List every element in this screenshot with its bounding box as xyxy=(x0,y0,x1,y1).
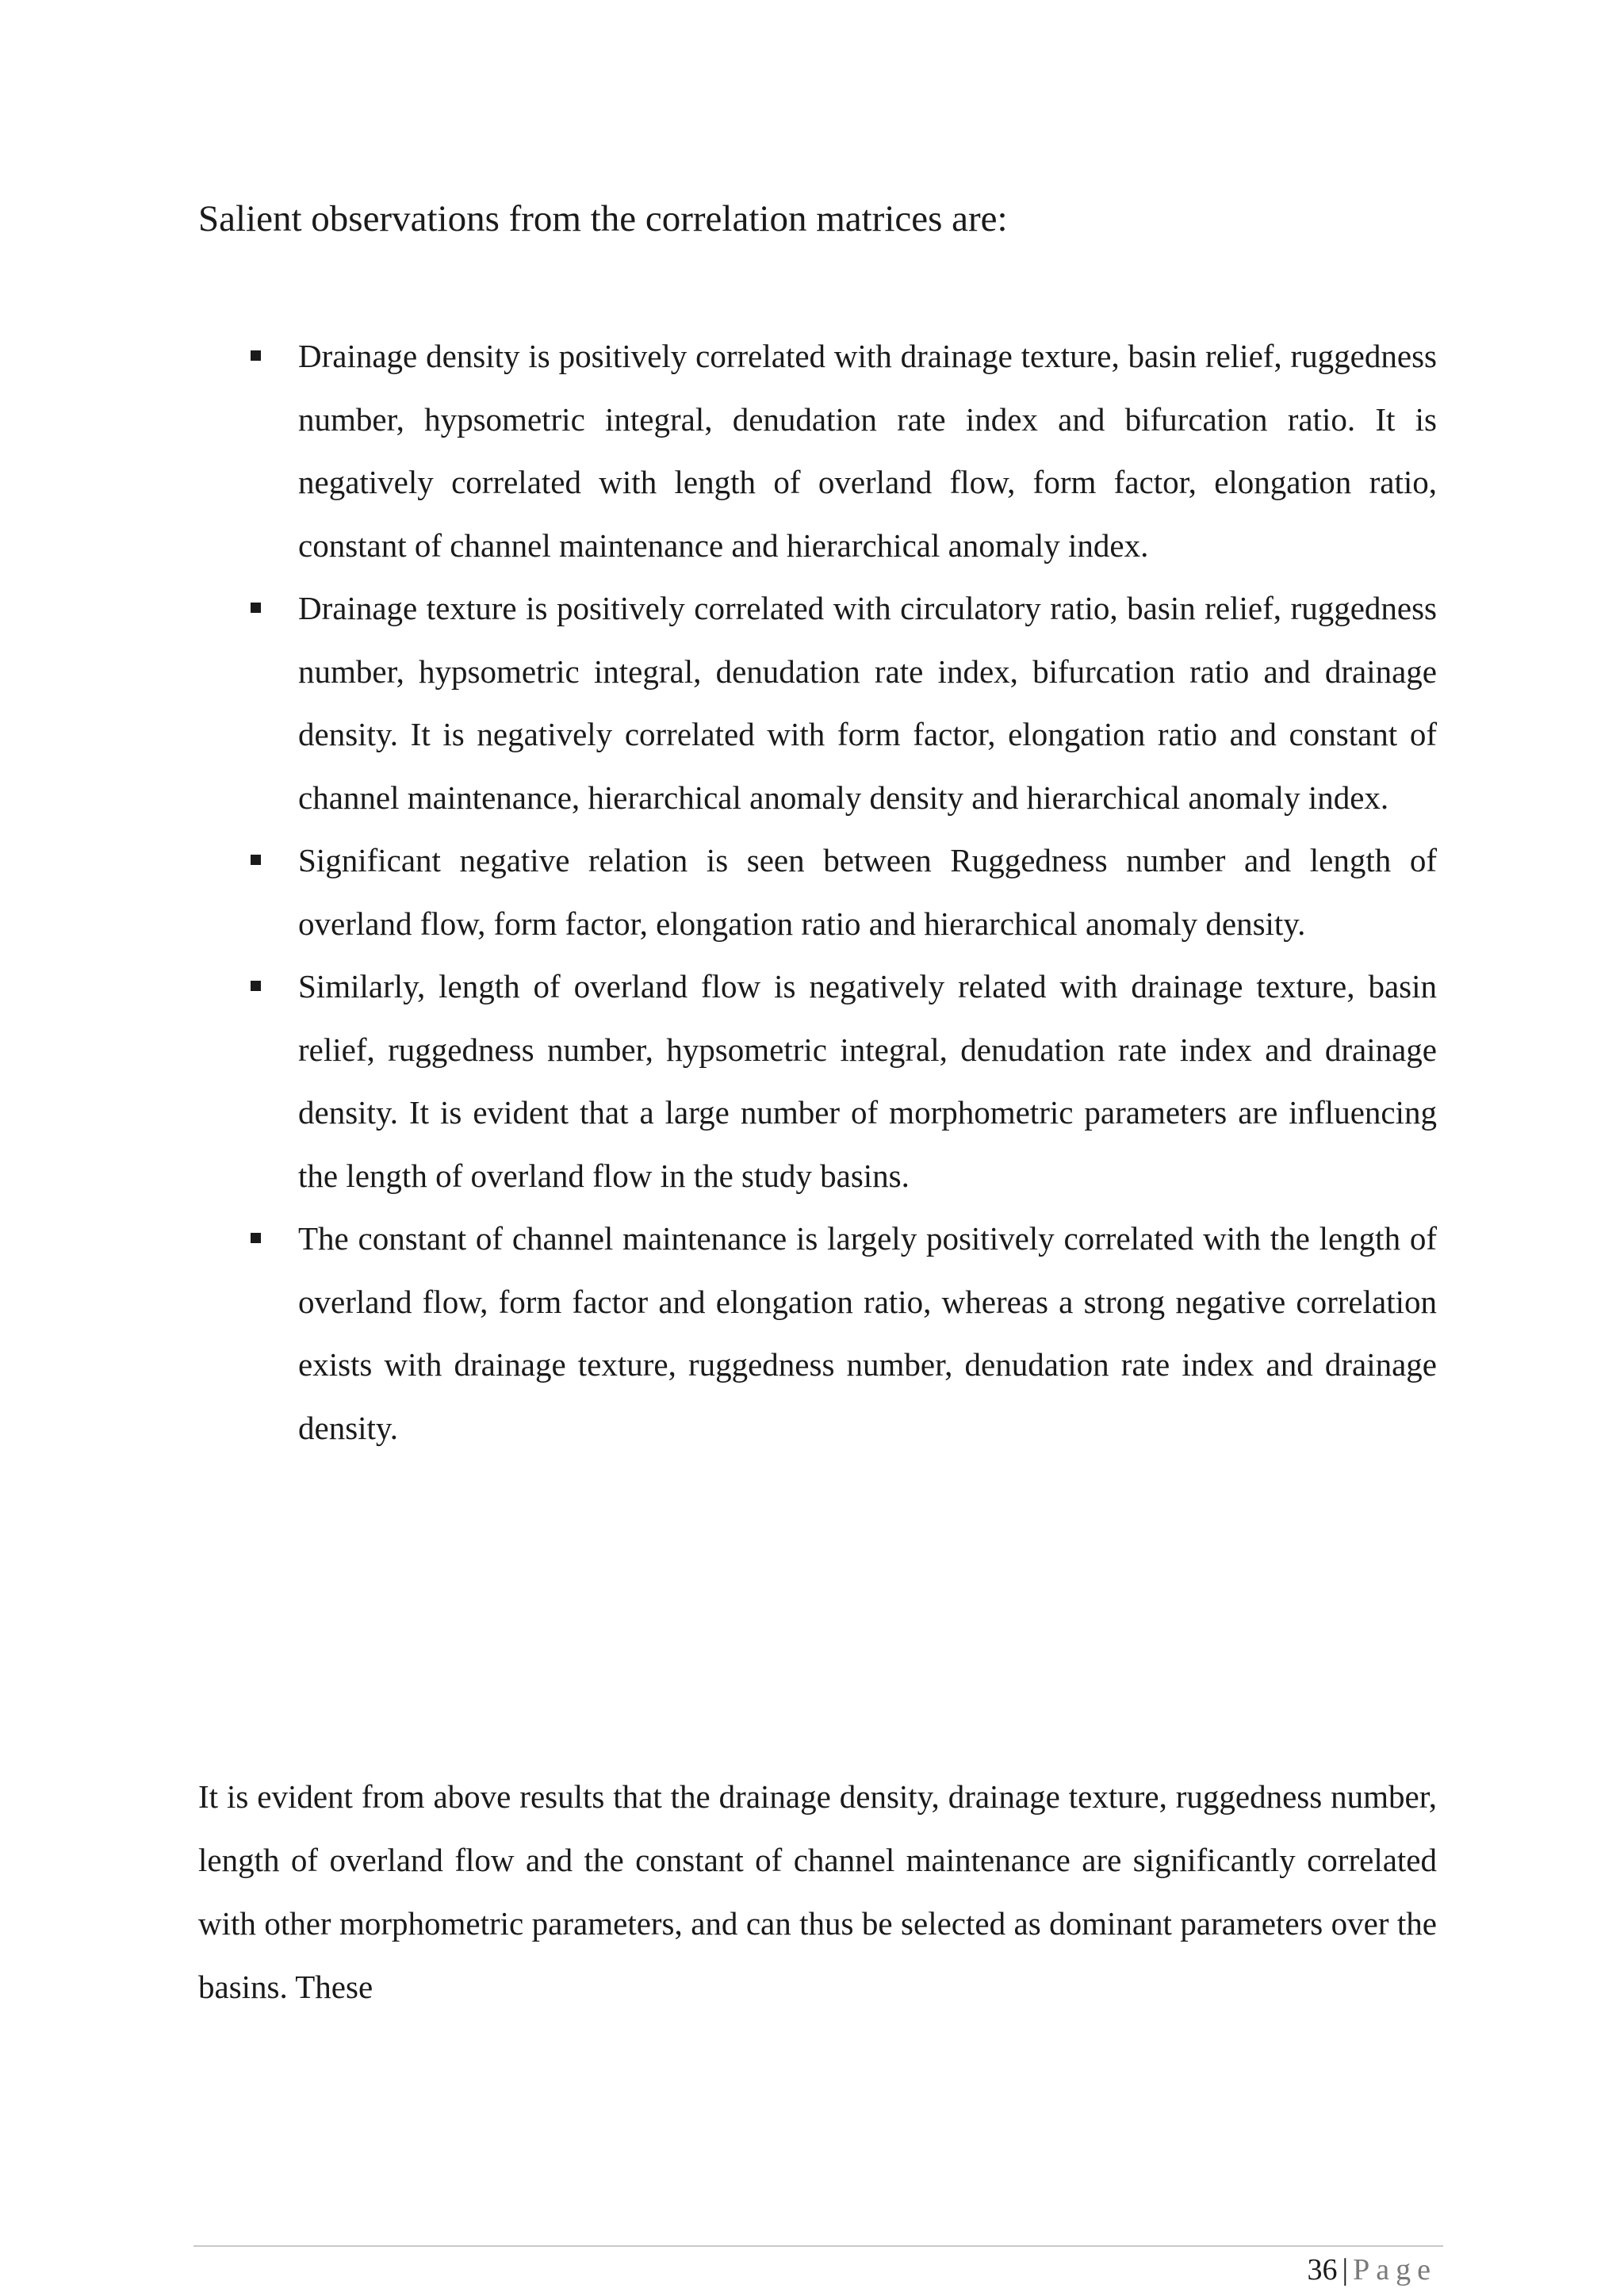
square-bullet-icon xyxy=(251,981,261,991)
section-heading: Salient observations from the correlation matrices are: xyxy=(198,198,1008,239)
footer-divider xyxy=(193,2245,1443,2247)
list-item-text: Significant negative relation is seen between Ruggedness number and length of overland flow, form factor, elongation ratio and hierarchical anomaly density. xyxy=(298,842,1437,942)
list-item xyxy=(198,325,1437,577)
list-item-text: The constant of channel maintenance is largely positively correlated with the length of overland flow, form factor and elongation ratio, whereas a strong negative correlation exists with drainage texture, ruggedness number, denudation rate index and drainage density. xyxy=(298,1220,1437,1446)
page-footer xyxy=(1308,2252,1437,2288)
page-label: Page xyxy=(1353,2253,1437,2286)
square-bullet-icon xyxy=(251,1233,261,1243)
list-item xyxy=(198,1207,1437,1460)
footer-separator: | xyxy=(1342,2253,1349,2286)
list-item-text: Drainage density is positively correlated with drainage texture, basin relief, ruggedness number, hypsometric integral, denudation rate index and bifurcation ratio. It is negatively correlated with length of overland flow, form factor, elongation ratio, constant of channel maintenance and hierarchical anomaly index. xyxy=(298,338,1437,564)
page-number: 36 xyxy=(1307,2253,1338,2286)
list-item-text: Drainage texture is positively correlated with circulatory ratio, basin relief, ruggedness number, hypsometric integral, denudation rate index, bifurcation ratio and drainage density. It is negatively correlated with form factor, elongation ratio and constant of channel maintenance, hierarchical anomaly density and hierarchical anomaly index. xyxy=(298,590,1437,816)
list-item-text: Similarly, length of overland flow is negatively related with drainage texture, basin relief, ruggedness number, hypsometric integral, denudation rate index and drainage density. It is evident that a large number of morphometric parameters are influencing the length of overland flow in the study basins. xyxy=(298,968,1437,1194)
list-item xyxy=(198,577,1437,829)
square-bullet-icon xyxy=(251,603,261,613)
square-bullet-icon xyxy=(251,350,261,361)
list-item xyxy=(198,955,1437,1207)
conclusion-paragraph: It is evident from above results that the drainage density, drainage texture, ruggedness number, length of overland flow and the constant of channel maintenance are significantly correlated with other morphometric parameters, and can thus be selected as dominant parameters over the basins. These xyxy=(198,1778,1437,2005)
square-bullet-icon xyxy=(251,855,261,865)
list-item xyxy=(198,829,1437,955)
observations-list xyxy=(198,325,1437,1460)
